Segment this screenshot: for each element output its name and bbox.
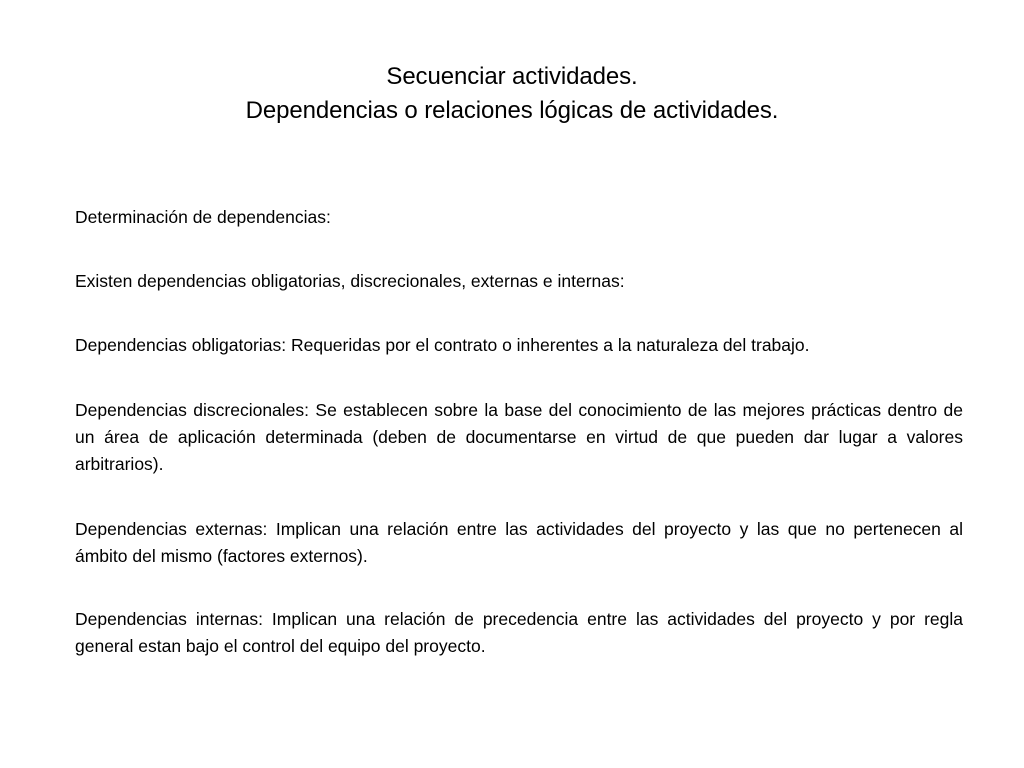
paragraph-obligatorias: Dependencias obligatorias: Requeridas por el contrato o inherentes a la naturaleza del trabajo. xyxy=(75,335,810,355)
paragraph-determinacion: Determinación de dependencias: xyxy=(75,207,331,227)
paragraph-internas: Dependencias internas: Implican una relación de precedencia entre las actividades del proyecto y por regla general estan bajo el control del equipo del proyecto. xyxy=(75,609,963,656)
paragraph-tipos-dependencias: Existen dependencias obligatorias, discrecionales, externas e internas: xyxy=(75,271,625,291)
slide-title xyxy=(60,60,964,128)
paragraph-externas: Dependencias externas: Implican una relación entre las actividades del proyecto y las que no pertenecen al ámbito del mismo (factores externos). xyxy=(75,519,963,566)
paragraph-discrecionales: Dependencias discrecionales: Se establecen sobre la base del conocimiento de las mejores prácticas dentro de un área de aplicación determinada (deben de documentarse en virtud de que pueden dar lugar a valores arbitrarios). xyxy=(75,400,963,474)
title-line-1: Secuenciar actividades. xyxy=(386,63,638,90)
slide-body xyxy=(75,204,963,660)
title-line-2: Dependencias o relaciones lógicas de actividades. xyxy=(245,97,779,124)
